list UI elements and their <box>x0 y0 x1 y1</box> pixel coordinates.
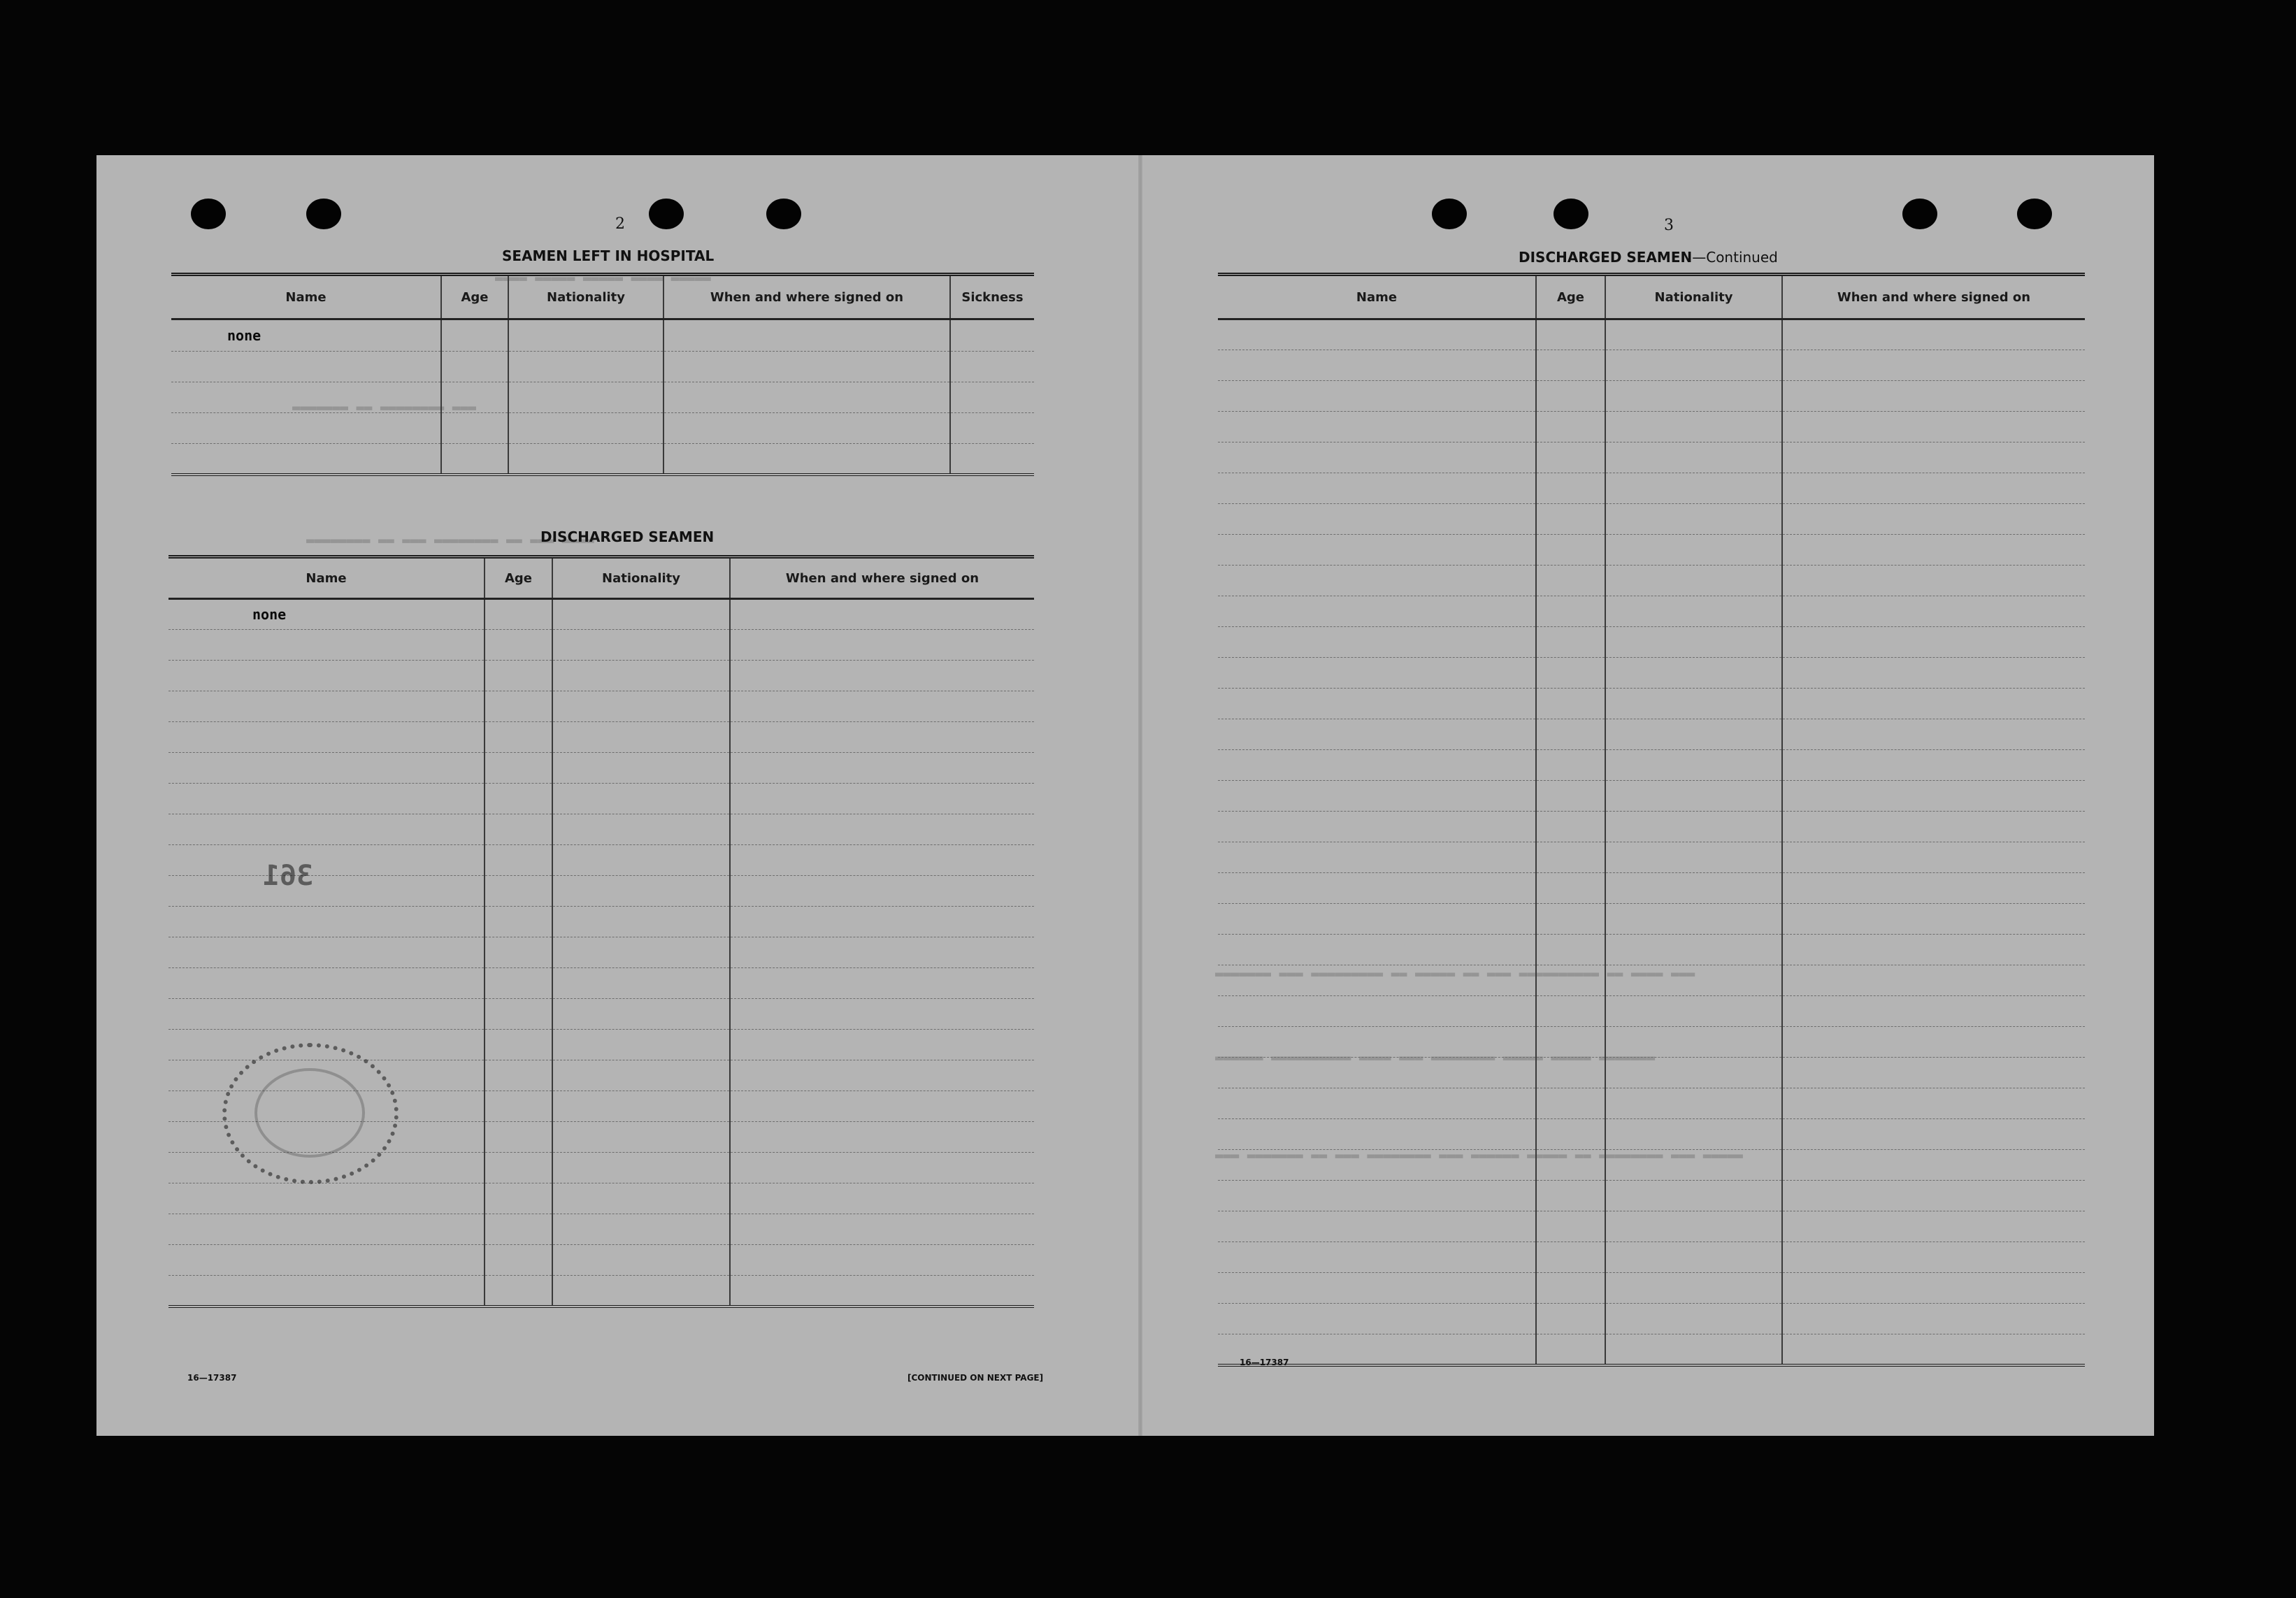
discharged-continued-table <box>1218 273 2085 1367</box>
column-header-name: Name <box>1218 275 1536 319</box>
page-number: 3 <box>1664 217 1674 234</box>
punch-hole <box>1902 199 1937 229</box>
column-header-name: Name <box>168 557 485 599</box>
form-code: 16—17387 <box>1240 1358 1289 1367</box>
circular-stamp <box>222 1043 399 1184</box>
section-title-discharged: DISCHARGED SEAMEN <box>540 528 715 545</box>
column-header-signed-on: When and where signed on <box>730 557 1034 599</box>
page-gutter <box>1138 155 1142 1436</box>
column-header-nationality: Nationality <box>508 275 663 319</box>
punch-hole <box>191 199 226 229</box>
punch-hole <box>766 199 801 229</box>
table-cell-name: none <box>168 599 485 630</box>
form-code: 16—17387 <box>187 1373 237 1383</box>
column-header-signed-on: When and where signed on <box>1782 275 2085 319</box>
punch-hole <box>1554 199 1588 229</box>
punch-hole <box>649 199 684 229</box>
section-title-discharged-continued <box>1519 249 1778 266</box>
column-header-name: Name <box>171 275 441 319</box>
continued-note: [CONTINUED ON NEXT PAGE] <box>907 1373 1044 1383</box>
hospital-table <box>171 273 1034 476</box>
section-title-suffix: —Continued <box>1692 249 1778 266</box>
punch-hole <box>2017 199 2052 229</box>
discharged-table <box>168 555 1034 1308</box>
column-header-nationality: Nationality <box>1605 275 1782 319</box>
column-header-age: Age <box>485 557 552 599</box>
table-cell-name: none <box>171 319 441 352</box>
column-header-age: Age <box>1536 275 1605 319</box>
document-spread: ▬▬▬▬ ▬▬▬▬▬ ▬▬▬▬▬ ▬▬▬▬ ▬▬▬▬▬ ▬▬▬▬▬▬▬ ▬▬ ▬▬▬▬▬▬▬▬ ▬▬▬ ▬▬▬▬▬▬▬▬ ▬▬ ▬▬▬ ▬▬▬▬▬▬▬▬ ▬▬ ▬▬▬ ▬▬▬▬ ▬▬▬▬▬▬▬ ▬▬▬ ▬▬▬▬▬▬▬▬▬ ▬▬ ▬▬▬▬▬ ▬▬ ▬▬▬ ▬▬▬▬▬▬▬▬▬▬ ▬▬ ▬▬▬▬ ▬▬▬ ▬▬▬▬▬▬ ▬▬▬▬▬▬▬▬▬▬ ▬▬▬▬ ▬▬▬ ▬▬▬▬▬▬▬▬ ▬▬▬▬▬ ▬▬▬▬▬ ▬▬▬▬▬▬▬ ▬▬▬ ▬▬▬▬▬▬▬ ▬▬ ▬▬▬ ▬▬▬▬▬▬▬▬ ▬▬▬ ▬▬▬▬▬▬ ▬▬▬▬▬ ▬▬ ▬▬▬▬▬▬▬▬ ▬▬▬ ▬▬▬▬▬ 2 SEAMEN LEFT IN HOSPITAL Name Age Nationality When and where signed on Sickness none DISCHARGED SEAMEN Name Age Nationality When and where signed on none 361 16—17387 [CONTINUED ON NEXT PAGE] 3 DISCHARGED SEAMEN—Continued Name Age Nationality When and where signed on 16—17387 <box>96 155 2154 1436</box>
section-title-hospital: SEAMEN LEFT IN HOSPITAL <box>502 247 715 264</box>
column-header-nationality: Nationality <box>552 557 730 599</box>
mirrored-number: 361 <box>263 860 314 892</box>
punch-hole <box>1432 199 1467 229</box>
column-header-signed-on: When and where signed on <box>663 275 950 319</box>
punch-hole <box>306 199 341 229</box>
section-title-text: DISCHARGED SEAMEN <box>1519 249 1693 266</box>
page-number: 2 <box>615 215 625 233</box>
column-header-age: Age <box>441 275 508 319</box>
column-header-sickness: Sickness <box>950 275 1034 319</box>
